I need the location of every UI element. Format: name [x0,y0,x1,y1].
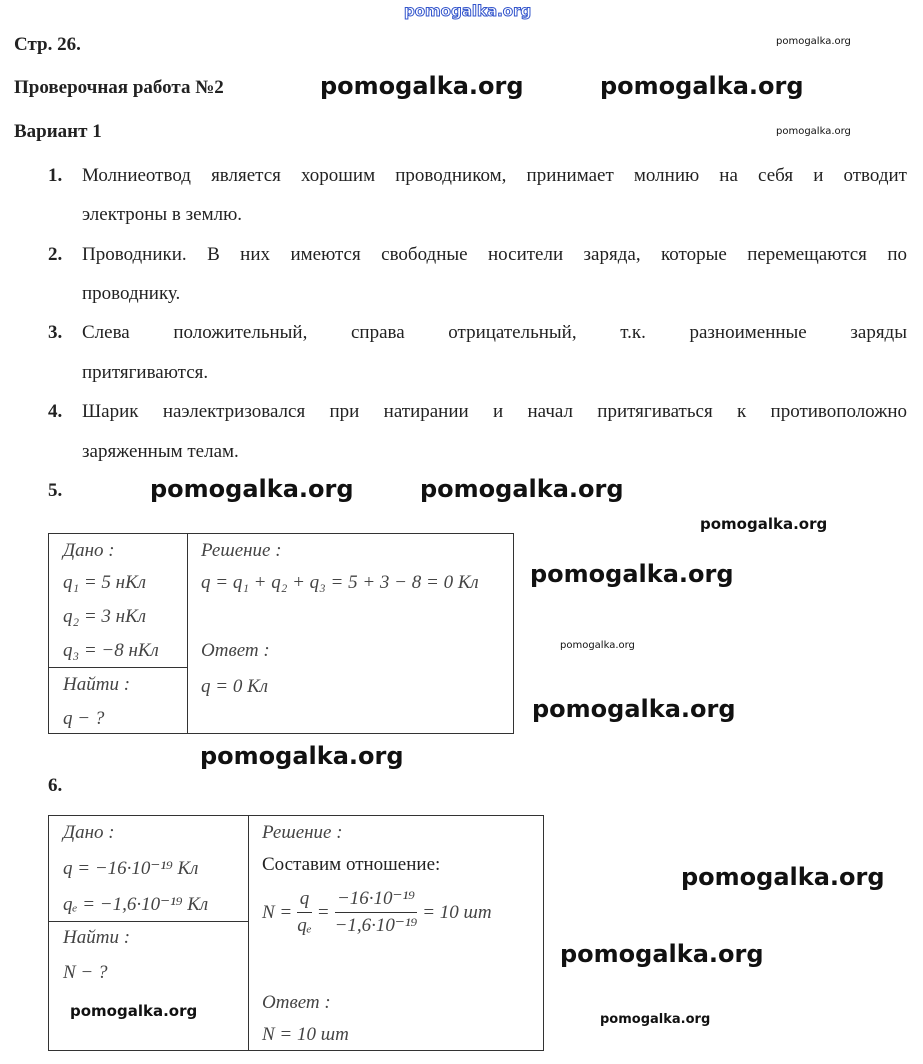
watermark: pomogalka.org [560,940,764,968]
solution-text: Составим отношение: [262,854,441,875]
given-value: q = −16·10⁻¹⁹ Кл [63,858,199,879]
watermark: pomogalka.org [600,1012,711,1027]
equals: = [316,901,330,923]
answer-2-line2: проводнику. [82,283,181,304]
item-number: 2. [48,244,63,265]
item-number: 4. [48,401,63,422]
item-number: 6. [48,775,63,796]
watermark: pomogalka.org [320,72,524,100]
find-value: q − ? [63,708,105,729]
item-number: 3. [48,322,63,343]
watermark: pomogalka.org [70,1002,198,1020]
variant-heading: Вариант 1 [14,121,102,142]
page-number: Стр. 26. [14,34,81,55]
given-value: q₁ = 5 нКл [63,572,147,593]
numerator: −16·10⁻¹⁹ [335,886,418,913]
watermark: pomogalka.org [776,126,851,137]
result: = 10 шт [422,901,492,923]
solution-formula [262,886,492,939]
watermark: pomogalka.org [200,742,404,770]
given-value: q₂ = 3 нКл [63,606,147,627]
answer-1-line2: электроны в землю. [82,204,243,225]
answer-3-line1: Слева положительный, справа отрицательный, т.к. разноименные заряды [82,322,907,343]
answer-2-line1: Проводники. В них имеются свободные носители заряда, которые перемещаются по [82,244,907,265]
fraction-values [335,886,418,939]
page-title: Проверочная работа №2 [14,77,224,98]
watermark: pomogalka.org [420,475,624,503]
watermark: pomogalka.org [150,475,354,503]
given-label: Дано : [63,822,115,843]
watermark: pomogalka.org [600,72,804,100]
fraction-q-over-qe [297,886,311,939]
solution-label: Решение : [262,822,343,843]
find-value: N − ? [63,962,108,983]
answer-value: N = 10 шт [262,1024,349,1045]
watermark: pomogalka.org [776,36,851,47]
watermark: pomogalka.org [530,560,734,588]
answer-4-line2: заряженным телам. [82,441,239,462]
answer-label: Ответ : [262,992,331,1013]
item-number: 1. [48,165,63,186]
answer-value: q = 0 Кл [201,676,268,697]
given-value: qₑ = −1,6·10⁻¹⁹ Кл [63,894,209,915]
item-number: 5. [48,480,63,501]
formula-lhs: N = [262,901,293,923]
solution-label: Решение : [201,540,282,561]
watermark: pomogalka.org [560,640,635,651]
denominator: −1,6·10⁻¹⁹ [334,915,418,936]
given-label: Дано : [63,540,115,561]
task5-table [48,533,514,734]
answer-3-line2: притягиваются. [82,362,209,383]
numerator: q [297,886,311,913]
find-label: Найти : [63,674,131,695]
answer-label: Ответ : [201,640,270,661]
watermark: pomogalka.org [532,695,736,723]
find-label: Найти : [63,927,131,948]
answer-4-line1: Шарик наэлектризовался при натирании и начал притягиваться к противоположно [82,401,907,422]
solution-formula: q = q₁ + q₂ + q₃ = 5 + 3 − 8 = 0 Кл [201,572,479,593]
answer-1-line1: Молниеотвод является хорошим проводником, принимает молнию на себя и отводит [82,165,907,186]
given-value: q₃ = −8 нКл [63,640,159,661]
watermark: pomogalka.org [681,863,885,891]
watermark-top: pomogalka.org [404,2,532,20]
watermark: pomogalka.org [700,515,828,533]
denominator: qₑ [297,915,312,936]
